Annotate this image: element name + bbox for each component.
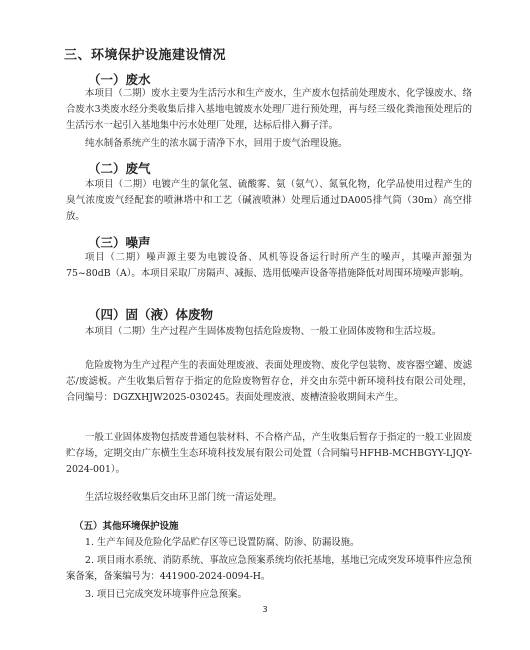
paragraph-wastewater-1: 本项目（二期）废水主要为生活污水和生产废水，生产废水包括前处理废水、化学镍废水、络合废水3类废水经分类收集后排入基地电镀废水处理厂进行预处理，再与经三级化粪池预处理后的生活污水一起引入基地集中污水处理厂处理，达标后排入狮子洋。 — [66, 88, 472, 131]
paragraph-solid-waste-4: 生活垃圾经收集后交由环卫部门统一清运处理。 — [85, 492, 282, 503]
heading-solid-waste: （四）固（液）体废物 — [88, 307, 214, 322]
list-item: 2. 项目雨水系统、消防系统、事故应急预案系统均依托基地，基地已完成突发环境事件应急预案备案，备案编号为：441900-2024-0094-H。 — [66, 555, 472, 582]
paragraph-noise-1: 项目（二期）噪声源主要为电镀设备、风机等设备运行时所产生的噪声，其噪声源强为75~80dB（A）。本项目采取厂房隔声、减振、选用低噪声设备等措施降低对周围环境噪声影响。 — [66, 252, 472, 279]
list-item: 3. 项目已完成突发环境事件应急预案。 — [85, 589, 247, 600]
paragraph-solid-waste-2: 危险废物为生产过程产生的表面处理废液、表面处理废物、废化学包装物、废容器空罐、废滤芯/废滤板。产生收集后暂存于指定的危险废物暂存仓，并交由东莞中新环境科技有限公司处理，合同编号：DGZXHJW2025-030245。表面处理废液、废槽渣验收期间未产生。 — [66, 360, 472, 403]
paragraph-exhaust-1: 本项目（二期）电镀产生的氯化氢、硫酸雾、氨（氨气）、氮氧化物，化学品使用过程产生的臭气浓度废气经配套的喷淋塔中和工艺（碱液喷淋）处理后通过DA005排气筒（30m）高空排放。 — [66, 179, 472, 222]
page-number: 3 — [262, 605, 268, 614]
section-title: 三、环境保护设施建设情况 — [64, 48, 227, 63]
heading-wastewater: （一）废水 — [88, 72, 151, 87]
heading-exhaust: （二）废气 — [88, 161, 151, 176]
paragraph-solid-waste-3: 一般工业固体废物包括废普通包装材料、不合格产品，产生收集后暂存于指定的一般工业固废贮存场，定期交由广东横生生态环境科技发展有限公司处置（合同编号HFHB-MCHBGYY-LJQY-2024-001）。 — [66, 432, 472, 475]
heading-noise: （三）噪声 — [88, 235, 151, 250]
paragraph-wastewater-2: 纯水制备系统产生的浓水属于清净下水，回用于废气治理设施。 — [85, 138, 348, 149]
heading-other-facilities: （五）其他环境保护设施 — [74, 521, 179, 532]
list-item: 1. 生产车间及危险化学品贮存区等已设置防腐、防渗、防漏设施。 — [85, 537, 360, 548]
paragraph-solid-waste-1: 本项目（二期）生产过程产生固体废物包括危险废物、一般工业固体废物和生活垃圾。 — [85, 326, 442, 337]
